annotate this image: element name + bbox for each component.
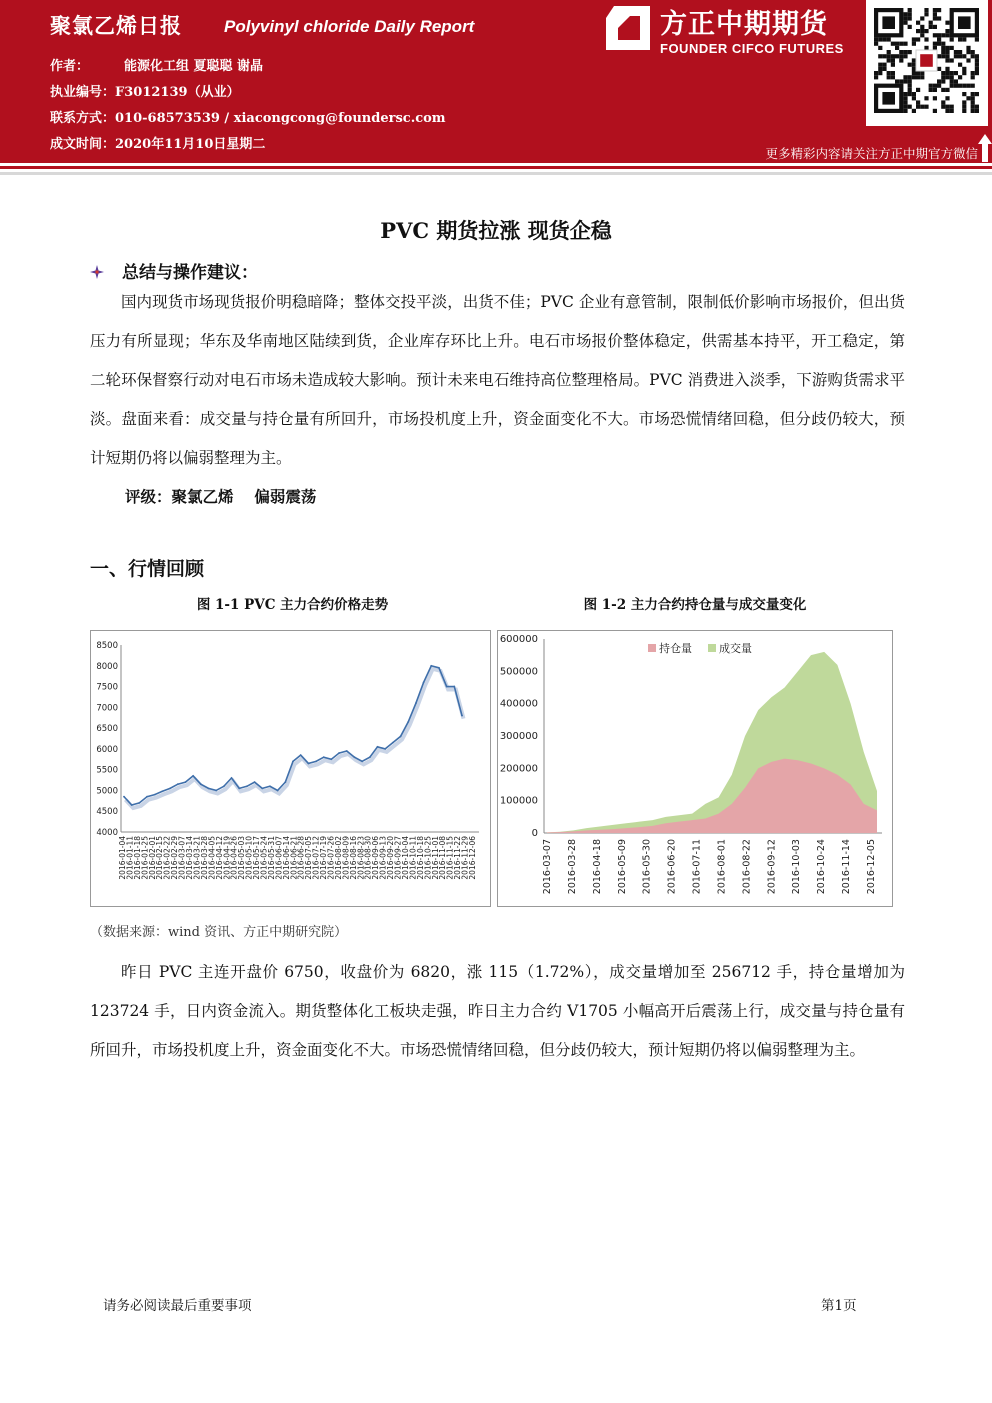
y-tick-label: 400000 [499,698,538,710]
footer-disclaimer: 请务必阅读最后重要事项 [103,1298,252,1314]
x-tick-label: 2016-02-01 [147,836,157,880]
x-tick-label: 2016-08-01 [716,839,728,895]
x-tick-label: 2016-06-07 [274,836,284,880]
date-label: 成文时间： [50,137,116,152]
y-tick-label: 6500 [96,724,118,735]
x-tick-label: 2016-03-07 [177,836,187,880]
market-review-paragraph: 昨日 PVC 主连开盘价 6750，收盘价为 6820，涨 115（1.72%），成交量增加至 256712 手，持仓量增加为 123724 手，日内资金流入。期货整体化工板块走强，昨日主力合约 V1705 小幅高开后震荡上行，成交量与持仓量有所回升，市场投机度上升，资金面变化不大。市场恐慌情绪回稳，但分歧仍较大，预计短期仍将以偏弱整理为主。 [90,963,905,1059]
x-tick-label: 2016-07-19 [319,836,329,880]
x-tick-label: 2016-01-18 [132,836,142,880]
price-point [238,787,240,789]
price-point [192,775,194,777]
report-title-en: Polyvinyl chloride Daily Report [224,17,475,36]
author-line [50,55,263,74]
legend-swatch [708,644,716,652]
price-point [200,783,202,785]
x-tick-label: 2016-08-02 [333,836,343,880]
price-point [123,796,125,798]
x-tick-label: 2016-09-12 [766,839,778,895]
y-tick-label: 6000 [96,744,118,755]
y-tick-label: 5500 [96,765,118,776]
price-point [361,760,363,762]
report-header [0,0,992,163]
x-tick-label: 2016-05-30 [641,839,653,895]
x-tick-label: 2016-08-16 [348,836,358,880]
price-line-shadow [126,669,464,808]
company-name-en: FOUNDER CIFCO FUTURES [660,41,844,56]
x-tick-label: 2016-11-15 [445,836,455,880]
price-point [261,787,263,789]
x-tick-label: 2016-05-31 [266,836,276,880]
y-tick-label: 7500 [96,682,118,693]
price-point [453,686,455,688]
x-tick-label: 2016-04-05 [207,836,217,880]
x-tick-label: 2016-07-26 [326,836,336,880]
header-divider [0,163,992,169]
contact-label: 联系方式： [50,111,116,126]
price-point [446,686,448,688]
x-tick-label: 2016-01-11 [125,836,135,880]
legend-label: 持仓量 [659,642,692,655]
x-tick-label: 2016-08-22 [741,839,753,895]
price-point [254,781,256,783]
x-tick-label: 2016-10-25 [423,836,433,880]
y-tick-label: 500000 [499,666,538,678]
price-point [162,790,164,792]
price-point [407,721,409,723]
y-tick-label: 100000 [499,795,538,807]
x-tick-label: 2016-06-28 [296,836,306,880]
price-point [415,702,417,704]
arrow-up-icon [978,134,992,162]
price-point [185,781,187,783]
x-tick-label: 2016-05-03 [237,836,247,880]
x-tick-label: 2016-11-01 [430,836,440,880]
x-tick-label: 2016-02-15 [155,836,165,880]
price-point [138,802,140,804]
x-tick-label: 2016-12-06 [468,836,477,880]
price-point [284,781,286,783]
x-tick-label: 2016-11-08 [438,836,448,880]
price-point [146,796,148,798]
x-tick-label: 2016-10-03 [791,839,803,895]
price-point [392,742,394,744]
x-tick-label: 2016-07-11 [691,839,703,895]
x-tick-label: 2016-05-10 [244,836,254,880]
author-value: 能源化工组 夏聪聪 谢晶 [124,59,264,74]
legend-swatch [648,644,656,652]
price-point [400,736,402,738]
price-point [354,756,356,758]
summary-heading [90,258,258,283]
y-tick-label: 5000 [96,786,118,797]
legend-label: 成交量 [719,642,752,655]
x-tick-label: 2016-11-29 [460,836,470,880]
price-point [169,787,171,789]
x-tick-label: 2016-04-18 [591,839,603,895]
figure-1-caption: 图 1-1 PVC 主力合约价格走势 [196,597,389,613]
price-point [377,746,379,748]
y-tick-label: 200000 [499,763,538,775]
y-tick-label: 4000 [96,828,118,838]
x-tick-label: 2016-07-12 [311,836,321,880]
x-tick-label: 2016-05-24 [259,836,269,880]
x-tick-label: 2016-03-21 [192,836,202,880]
x-tick-label: 2016-10-18 [415,836,425,880]
follow-wechat-text: 更多精彩内容请关注方正中期官方微信 [765,146,978,161]
x-tick-label: 2016-01-25 [140,836,150,880]
y-tick-label: 4500 [96,807,118,818]
x-tick-label: 2016-01-04 [118,836,127,880]
license-line [50,81,240,100]
price-point [154,794,156,796]
x-tick-label: 2016-12-05 [866,839,877,895]
price-point [223,785,225,787]
price-series-line [124,666,462,805]
x-tick-label: 2016-09-27 [393,836,403,880]
x-tick-label: 2016-03-28 [199,836,209,880]
x-tick-label: 2016-06-20 [666,839,678,895]
price-point [231,777,233,779]
price-point [246,785,248,787]
x-tick-label: 2016-04-26 [229,836,239,880]
x-tick-label: 2016-03-28 [566,839,578,895]
price-point [177,783,179,785]
y-tick-label: 8000 [96,661,118,672]
x-tick-label: 2016-10-24 [816,839,828,895]
x-tick-label: 2016-05-17 [252,836,262,880]
date-value: 2020年11月10日星期二 [115,137,266,152]
volume-oi-chart-frame [497,630,893,907]
figure-2-caption: 图 1-2 主力合约持仓量与成交量变化 [583,597,807,613]
x-tick-label: 2016-02-29 [170,836,180,880]
wechat-qr-code-icon[interactable] [866,0,988,126]
y-tick-label: 300000 [499,731,538,742]
y-tick-label: 8500 [96,641,118,651]
price-point [346,750,348,752]
x-tick-label: 2016-04-19 [222,836,232,880]
author-label: 作者： [50,59,90,74]
contact-value[interactable]: 010-68573539 / xiacongcong@foundersc.com [115,111,446,126]
company-name-cn: 方正中期期货 [660,9,828,40]
header-divider-shadow [0,172,992,175]
report-title-cn: 聚氯乙烯日报 [50,14,182,38]
x-tick-label: 2016-11-14 [841,839,853,895]
price-chart-frame [90,630,491,907]
rating-text: 评级：聚氯乙烯 偏弱震荡 [125,487,317,506]
contact-line [50,107,446,126]
y-tick-label: 0 [531,828,538,839]
price-point [292,760,294,762]
y-tick-label: 600000 [499,634,538,645]
volume-open-interest-area-chart [498,631,892,906]
x-tick-label: 2016-03-14 [185,836,195,880]
price-point [269,785,271,787]
price-point [369,756,371,758]
data-source-note: （数据来源：wind 资讯、方正中期研究院） [90,925,348,940]
x-tick-label: 2016-09-06 [371,836,381,880]
price-point [215,790,217,792]
price-point [338,752,340,754]
company-logo-icon [604,4,652,52]
price-point [423,682,425,684]
y-tick-label: 7000 [96,703,118,714]
x-tick-label: 2016-06-14 [281,836,291,880]
price-point [331,758,333,760]
summary-heading-text: 总结与操作建议： [122,263,258,283]
x-tick-label: 2016-06-21 [289,836,299,880]
price-line-chart [91,631,490,906]
price-point [438,667,440,669]
summary-paragraph: 国内现货市场现货报价明稳暗降；整体交投平淡，出货不佳；PVC 企业有意管制，限制低价影响市场报价，但出货压力有所显现；华东及华南地区陆续到货，企业库存环比上升。电石市场报价整体稳定，供需基本持平，开工稳定，第二轮环保督察行动对电石市场未造成较大影响。预计未来电石维持高位整理格局。PVC 消费进入淡季，下游购货需求平淡。盘面来看：成交量与持仓量有所回升，市场投机度上升，资金面变化不大。市场恐慌情绪回稳，但分歧仍较大，预计短期仍将以偏弱整理为主。 [90,293,905,467]
x-tick-label: 2016-09-13 [378,836,388,880]
price-point [277,790,279,792]
price-point [384,748,386,750]
x-tick-label: 2016-08-09 [341,836,351,880]
price-point [461,715,463,717]
price-point [323,756,325,758]
x-tick-label: 2016-11-22 [453,836,463,880]
price-point [131,804,133,806]
x-tick-label: 2016-03-07 [542,839,553,895]
page-number: 第1页 [821,1298,857,1314]
license-label: 执业编号： [50,85,116,100]
x-tick-label: 2016-02-22 [162,836,172,880]
section-heading-market-review: 一、行情回顾 [90,558,205,580]
x-tick-label: 2016-08-23 [356,836,366,880]
price-point [430,665,432,667]
document-title: PVC 期货拉涨 现货企稳 [380,218,612,243]
x-tick-label: 2016-08-30 [363,836,373,880]
price-point [307,763,309,765]
x-tick-label: 2016-10-11 [408,836,418,880]
four-point-star-icon [90,265,104,279]
license-value: F3012139（从业） [115,85,240,100]
x-tick-label: 2016-05-09 [616,839,628,895]
price-point [300,754,302,756]
price-point [315,760,317,762]
x-tick-label: 2016-10-04 [400,836,410,880]
x-tick-label: 2016-04-12 [214,836,224,880]
date-line [50,133,265,152]
x-tick-label: 2016-07-05 [304,836,314,880]
price-point [208,787,210,789]
x-tick-label: 2016-09-20 [386,836,396,880]
